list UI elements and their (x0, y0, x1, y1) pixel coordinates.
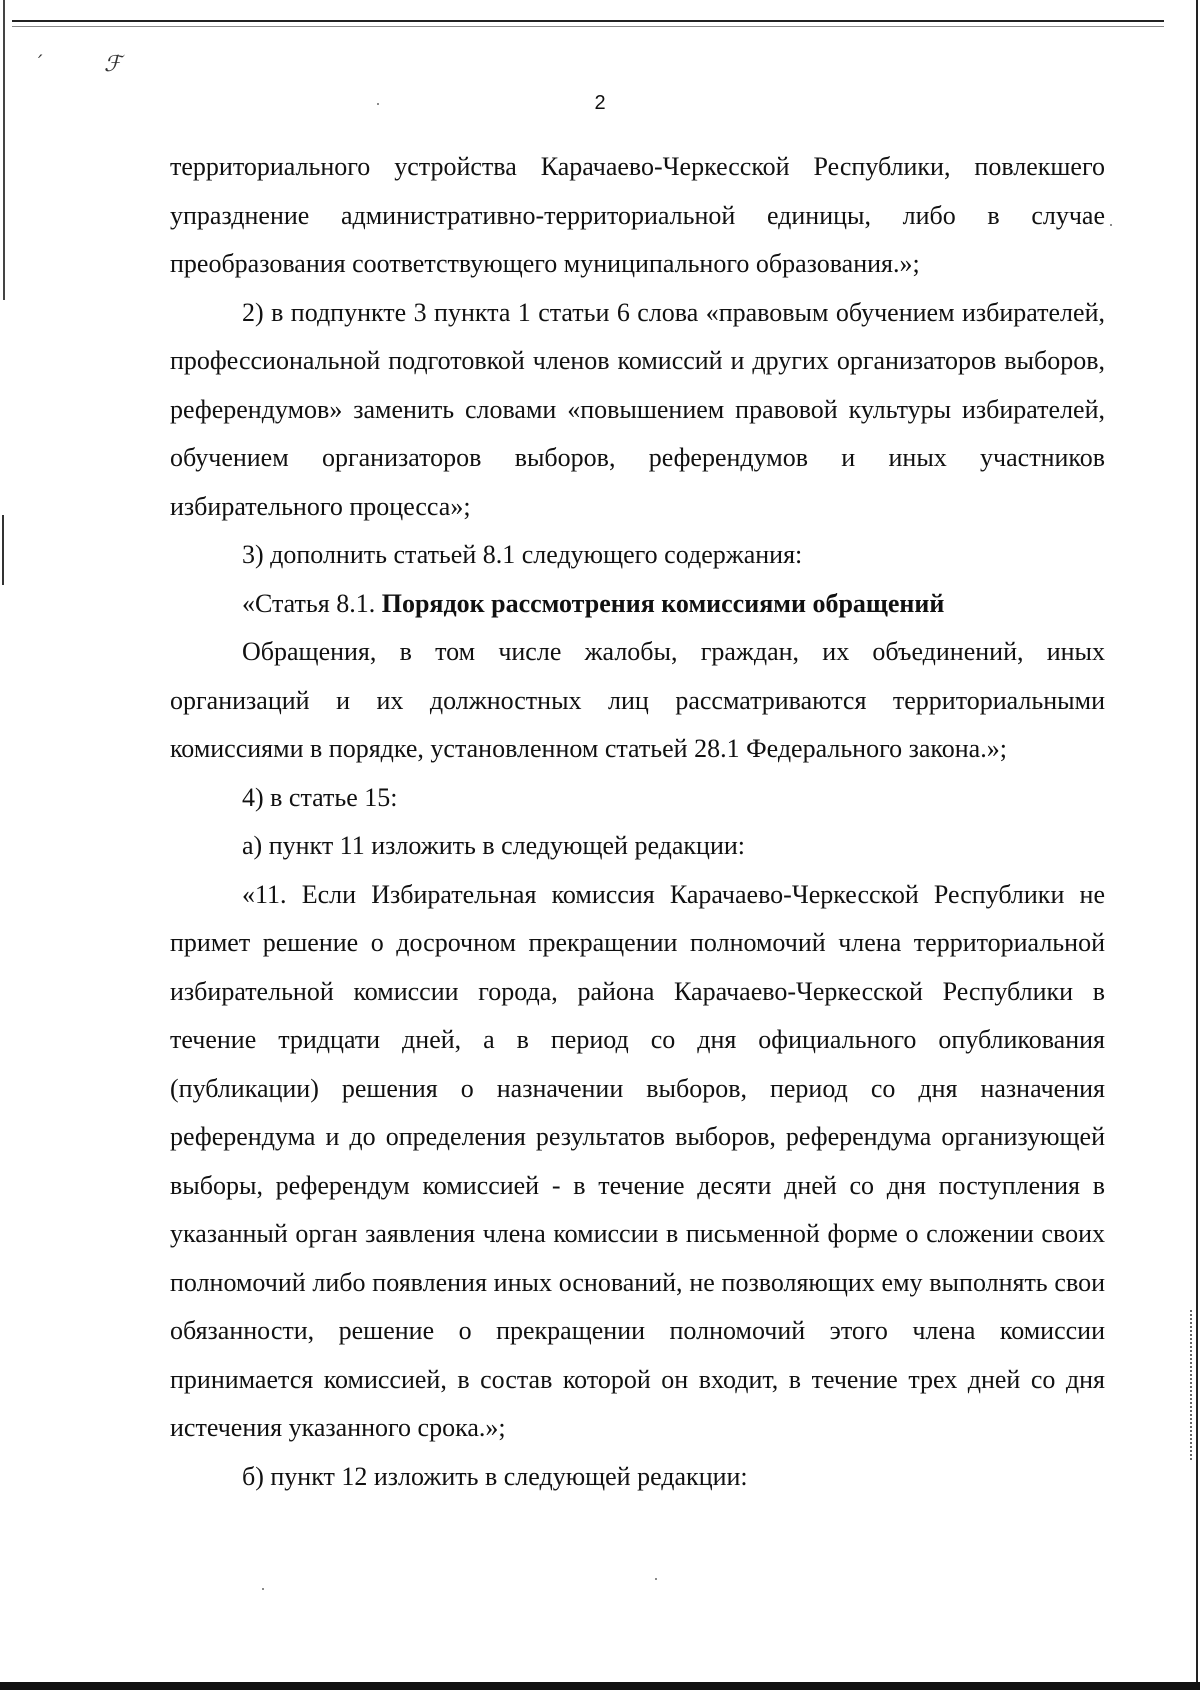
scan-top-border-inner (12, 26, 1164, 27)
paragraph: 2) в подпункте 3 пункта 1 статьи 6 слова «правовым обучением избирателей, профессиональной подготовкой членов комиссий и других организаторов выборов, референдумов» заменить словами «повышением правовой культуры избирателей, обучением организаторов выборов, референдумов и иных участников избирательного процесса»; (170, 297, 1105, 521)
scan-artifact-mark: ℱ (104, 52, 122, 77)
scan-left-mark (2, 515, 4, 585)
paragraph: б) пункт 12 изложить в следующей редакции: (242, 1461, 748, 1491)
scan-top-border (12, 20, 1164, 22)
scan-speck (655, 1578, 657, 1580)
article-heading-prefix: «Статья 8.1. (242, 588, 382, 618)
document-body (170, 143, 1105, 1501)
paragraph: Обращения, в том числе жалобы, граждан, их объединений, иных организаций и их должностных лиц рассматриваются территориальными комиссиями в порядке, установленном статьей 28.1 Федерального закона.»; (170, 637, 1105, 763)
paragraph: «11. Если Избирательная комиссия Карачаево-Черкесской Республики не примет решение о досрочном прекращении полномочий члена территориальной избирательной комиссии города, района Карачаево-Черкесской Республики в течение тридцати дней, а в период со дня официального опубликования (публикации) решения о назначении выборов, период со дня назначения референдума и до определения результатов выборов, референдума организующей выборы, референдум комиссией - в течение десяти дней со дня поступления в указанный орган заявления члена комиссии в письменной форме о сложении своих полномочий либо появления иных оснований, не позволяющих ему выполнять свои обязанности, решение о прекращении полномочий этого члена комиссии принимается комиссией, в состав которой он входит, в течение трех дней со дня истечения указанного срока.»; (170, 879, 1105, 1442)
paragraph: территориального устройства Карачаево-Черкесской Республики, повлекшего упразднение административно-территориальной единицы, либо в случае преобразования соответствующего муниципального образования.»; (170, 152, 1105, 278)
paragraph: а) пункт 11 изложить в следующей редакции: (242, 831, 746, 860)
scan-right-dots (1190, 1310, 1192, 1460)
page-number: 2 (594, 92, 606, 114)
paragraph: 3) дополнить статьей 8.1 следующего содержания: (242, 540, 803, 569)
paragraph: 4) в статье 15: (242, 782, 398, 812)
scan-speck (1110, 224, 1112, 226)
article-heading-title: Порядок рассмотрения комиссиями обращений (381, 588, 945, 618)
scan-artifact-mark: ′ (38, 50, 43, 74)
scan-speck (262, 1588, 264, 1590)
scan-bottom-border (0, 1682, 1200, 1690)
article-heading (170, 580, 1105, 629)
scan-right-edge (1196, 0, 1198, 1690)
scan-left-edge (3, 0, 5, 300)
